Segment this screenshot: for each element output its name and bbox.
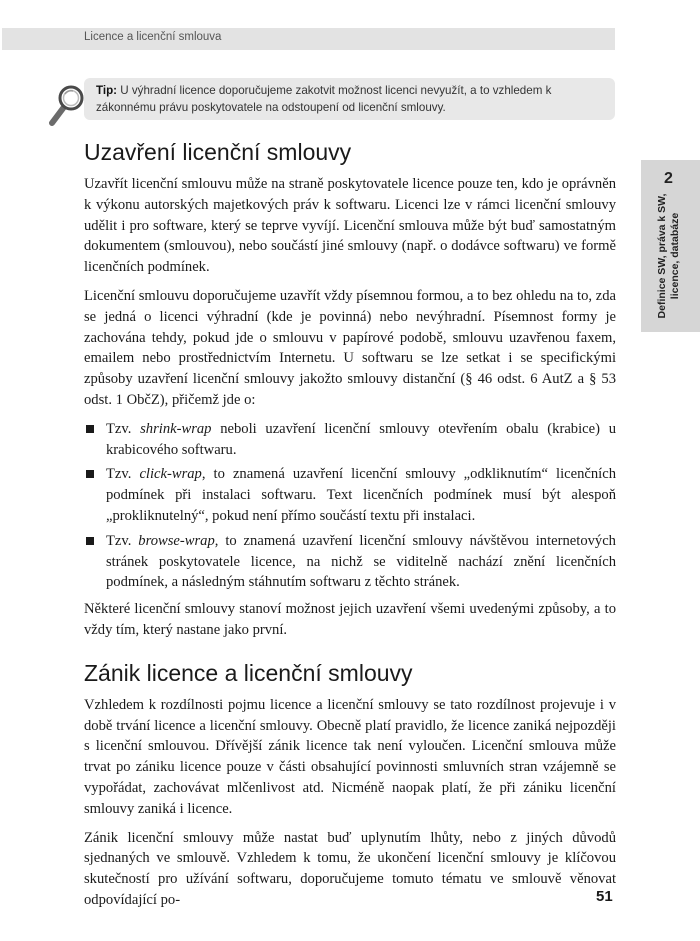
running-header-title: Licence a licenční smlouva [84,31,222,43]
item-term: shrink-wrap [140,420,212,437]
chapter-title-vertical: Definice SW, práva k SW, licence, databáze [656,193,681,319]
paragraph: Některé licenční smlouvy stanoví možnost jejich uzavření všemi uvedenými způsoby, a to vždy tím, který nastane jako první. [84,601,616,638]
bullet-list [84,419,616,593]
section-heading-uzavreni: Uzavření licenční smlouvy [84,139,352,165]
tip-text [96,82,608,116]
item-term: browse-wrap [138,532,215,549]
paragraph: Uzavřít licenční smlouvu může na straně poskytovatele licence pouze ten, kdo je oprávněn k výkonu autorských majetkových práv k softwaru. Licenci lze v rámci licenční smlouvy udělit i pro software, který se teprve vyvíjí. Licenční smlouva může být buď samostatným dokumentem (smlouvou), nebo součástí jiné smlouvy (např. o dodávce softwaru) ve formě licenčních podmínek. [84,176,616,276]
square-bullet-icon [86,537,94,545]
item-text: , to znamená uzavření licenční smlouvy návštěvou internetových stránek poskytovatele licence, na nichž se viditelně nachází znění licenčních podmínek, a následným stáhnutím softwaru z těchto stránek. [106,532,616,591]
chapter-number: 2 [664,170,673,187]
square-bullet-icon [86,470,94,478]
list-item [84,464,616,526]
item-prefix: Tzv. [106,532,139,549]
item-text: , to znamená uzavření licenční smlouvy „odkliknutím“ licenčních podmínek při instalaci softwaru. Text licenčních podmínek musí být alespoň „prokliknutelný“, pokud není přímo součástí textu při instalaci. [106,466,616,524]
paragraph: Vzhledem k rozdílnosti pojmu licence a licenční smlouvy se tato rozdílnost projevuje i v době trvání licence a licenční smlouvy. Obecně platí pravidlo, že licence zaniká nejpozději s licenční smlouvou. Dřívější zánik licence tak není vyloučen. Licenční smlouva může trvat po zániku licence pouze v části obsahující povinnosti smluvních stran vzájemně se vypořádat, zachovávat mlčenlivost atd. Nicméně naopak platí, že při zániku licenční smlouvy zaniká i licence. [84,696,616,817]
main-content [84,138,616,919]
section-heading-zanik: Zánik licence a licenční smlouvy [84,659,413,686]
paragraph: Licenční smlouvu doporučujeme uzavřít vždy písemnou formou, a to bez ohledu na to, zda se jedná o licenci výhradní (kde je povinná) nebo nevýhradní. Písemnost formy je zachována tehdy, pokud jde o smlouvu v papírové podobě, smlouvu uzavřenou faxem, emailem nebo prostřednictvím Internetu. U softwaru se lze setkat i se specifickými způsoby uzavření licenční smlouvy jakožto smlouvy distanční (§ 46 odst. 6 AutZ a § 53 odst. 1 ObčZ), přičemž jde o: [84,287,616,408]
item-prefix: Tzv. [106,420,141,437]
item-text: neboli uzavření licenční smlouvy otevřením obalu (krabice) u krabicového softwaru. [106,420,616,458]
magnifier-icon [44,82,86,128]
tip-label: Tip: [96,84,118,97]
paragraph: Zánik licenční smlouvy může nastat buď uplynutím lhůty, nebo z jiných důvodů sjednaných ve smlouvě. Vzhledem k tomu, že ukončení licenční smlouvy je klíčovou skutečností pro užívání softwaru, doporučujeme tomuto tématu ve smlouvě věnovat odpovídající po- [84,829,616,908]
page-number: 51 [596,888,613,905]
item-term: click-wrap [139,466,202,483]
tip-body: U výhradní licence doporučujeme zakotvit možnost licenci nevyužít, a to vzhledem k zákonnému právu poskytovatele na odstoupení od licenční smlouvy. [96,84,552,114]
item-prefix: Tzv. [106,466,140,483]
square-bullet-icon [86,425,94,433]
list-item [84,419,616,461]
list-item [84,531,616,593]
